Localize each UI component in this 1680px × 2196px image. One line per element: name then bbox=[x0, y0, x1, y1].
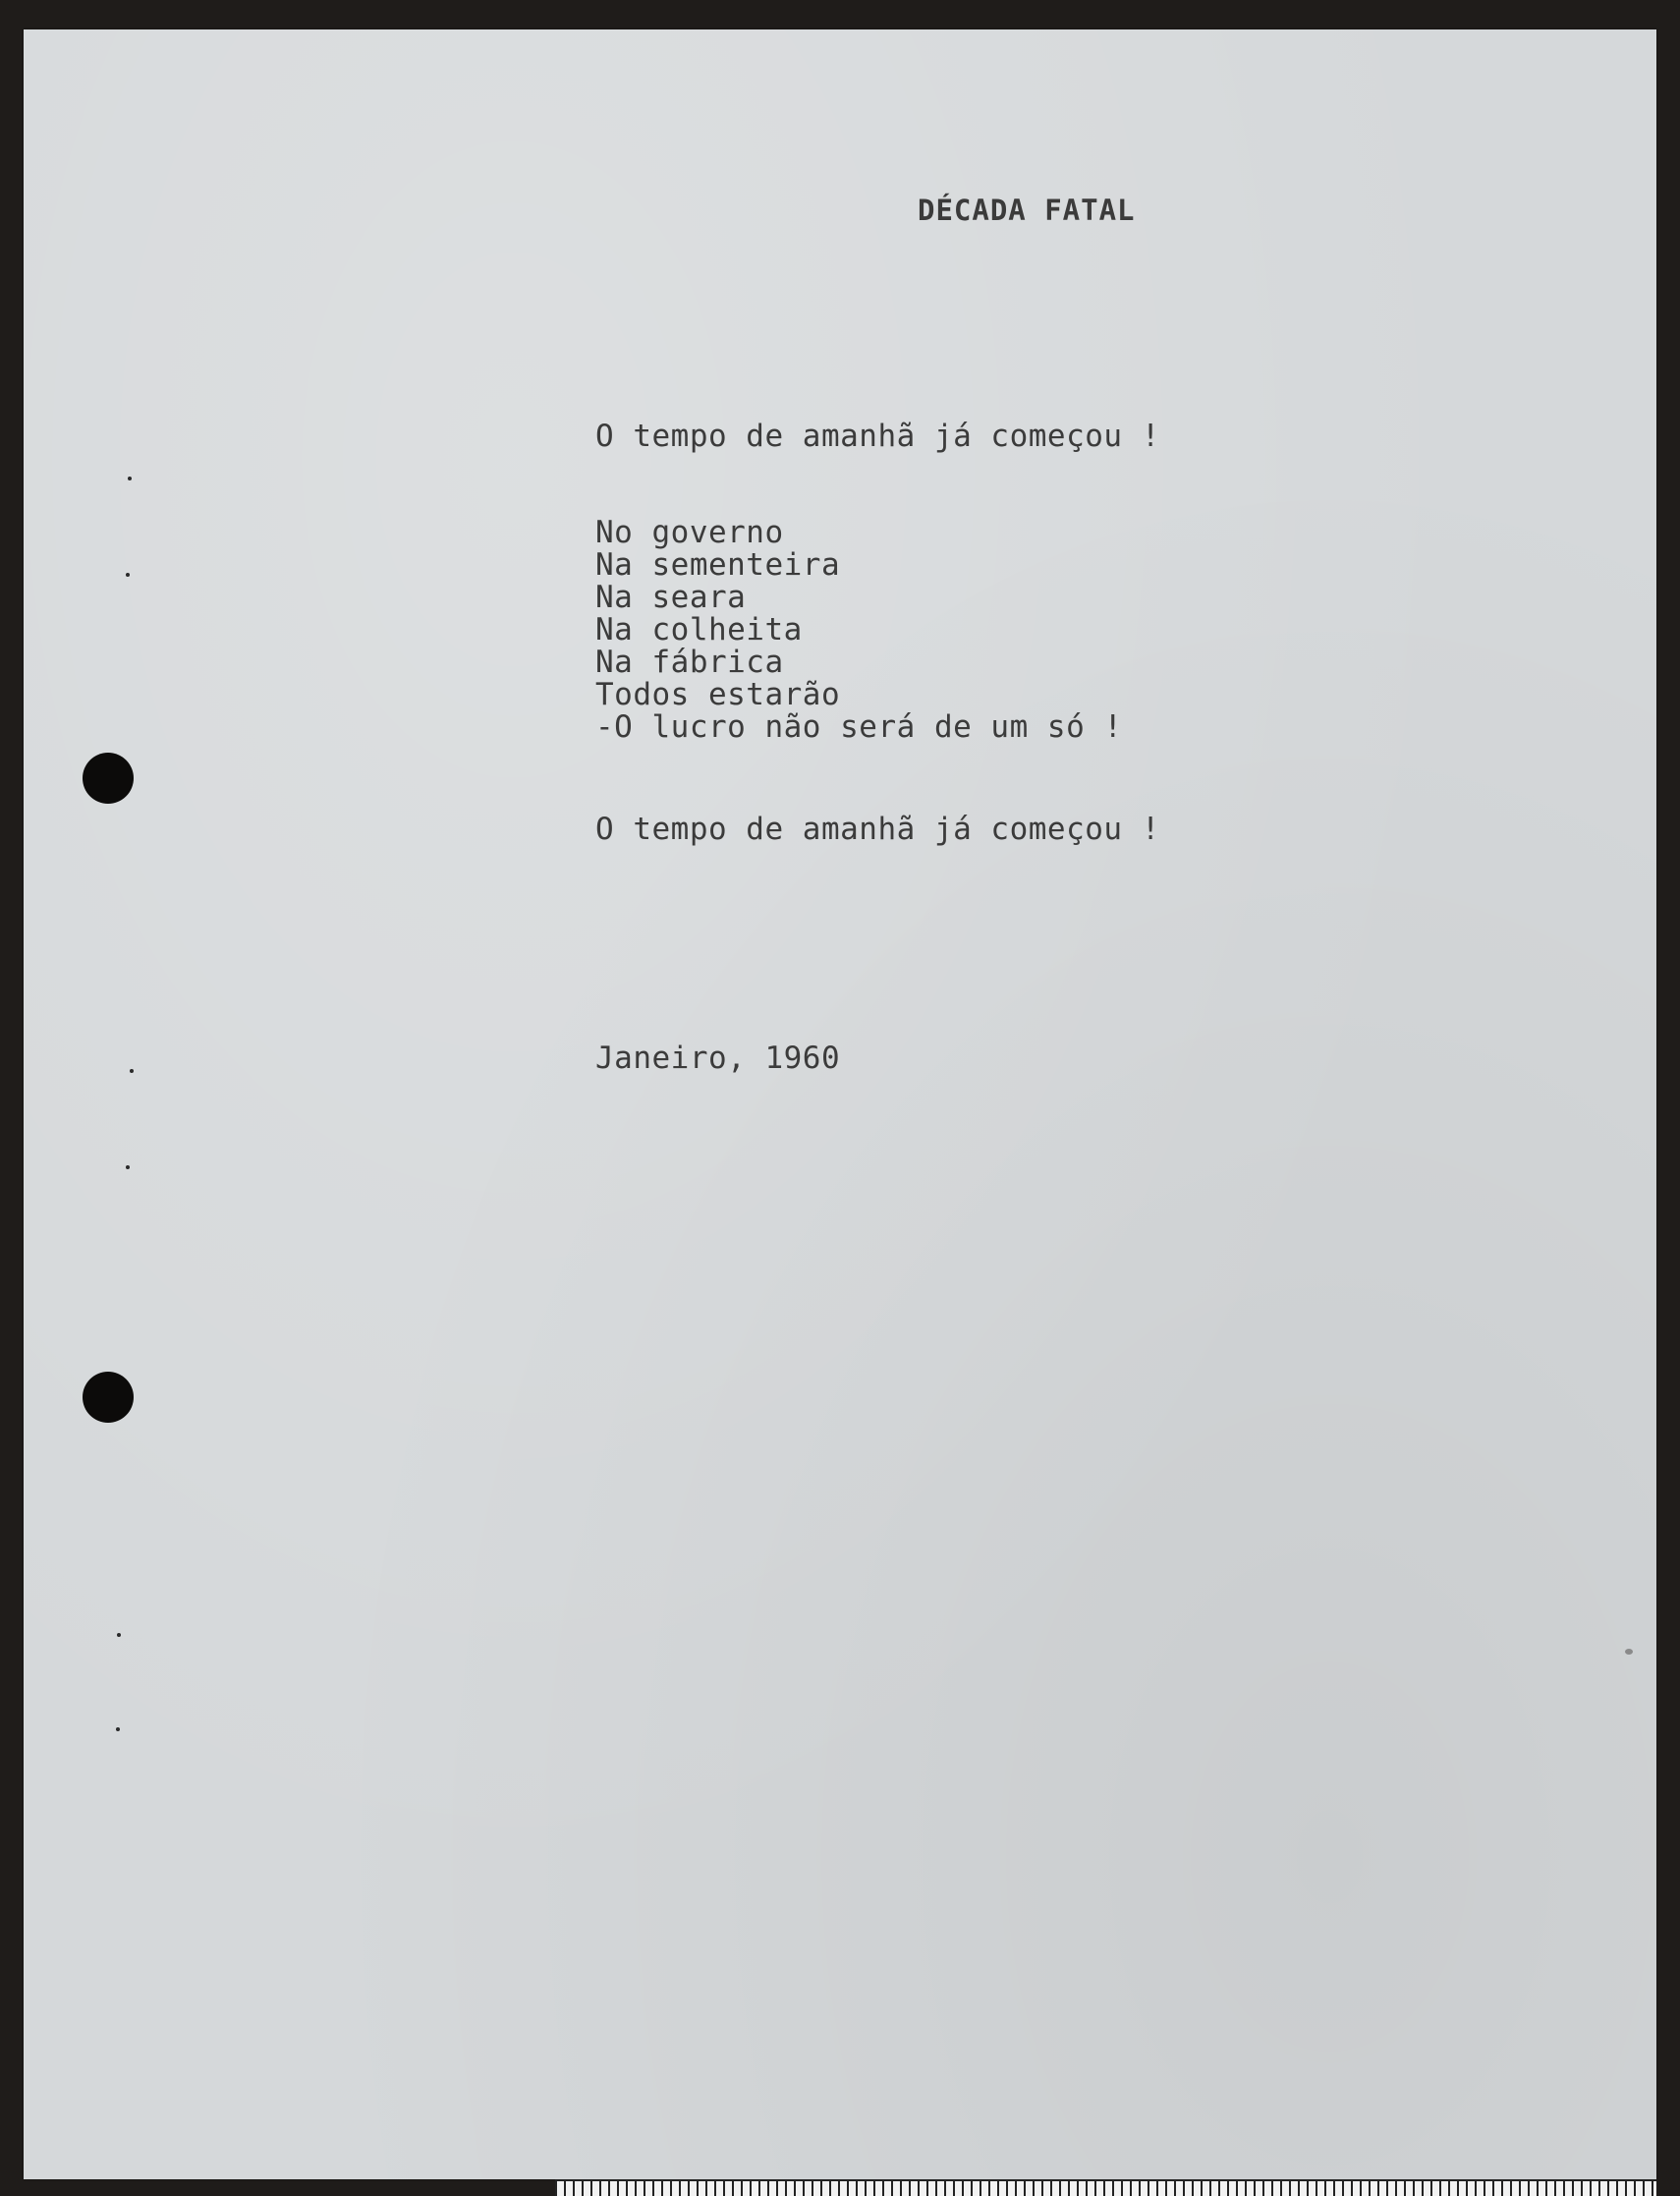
poem-line: -O lucro não será de um só ! bbox=[595, 709, 1123, 745]
poem-line: Na sementeira bbox=[595, 547, 841, 583]
poem-date: Janeiro, 1960 bbox=[595, 1041, 841, 1076]
punch-hole-bottom bbox=[83, 1372, 134, 1423]
paper-speck bbox=[130, 1069, 134, 1073]
poem-line: Na fábrica bbox=[595, 645, 784, 680]
typewritten-page bbox=[24, 29, 1656, 2179]
poem-line: O tempo de amanhã já começou ! bbox=[595, 419, 1160, 454]
paper-speck bbox=[126, 573, 130, 577]
scale-ruler bbox=[555, 2179, 1656, 2196]
punch-hole-top bbox=[83, 753, 134, 804]
poem-line: O tempo de amanhã já começou ! bbox=[595, 812, 1160, 847]
poem-title: DÉCADA FATAL bbox=[918, 194, 1136, 227]
poem-line: Na colheita bbox=[595, 612, 803, 648]
paper-speck bbox=[117, 1633, 121, 1637]
paper-speck bbox=[1625, 1649, 1633, 1655]
poem-line: Na seara bbox=[595, 580, 747, 615]
paper-speck bbox=[116, 1727, 120, 1731]
poem-line: No governo bbox=[595, 515, 784, 550]
paper-speck bbox=[128, 477, 132, 480]
poem-line: Todos estarão bbox=[595, 677, 841, 712]
paper-speck bbox=[126, 1165, 130, 1169]
